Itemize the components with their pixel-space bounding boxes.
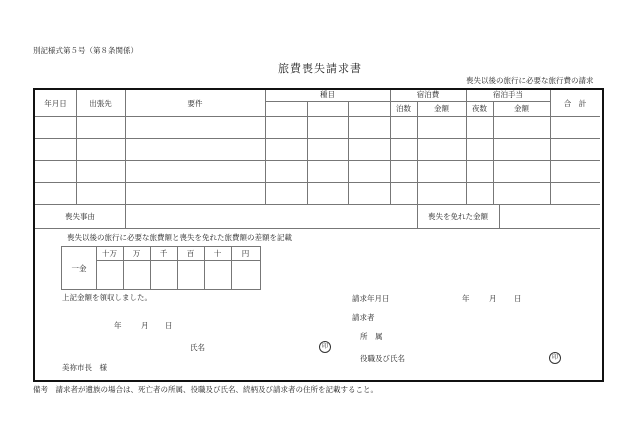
cell-purpose[interactable]: [125, 138, 265, 160]
amount-prefix: 一金: [71, 263, 87, 273]
cell-allowance-nights[interactable]: [466, 160, 493, 182]
receipt-instruction: 喪失以後の旅行に必要な旅費額と喪失を免れた旅費額の差額を記載: [67, 233, 292, 242]
cell-allowance-amount[interactable]: [493, 116, 550, 138]
table-row: [35, 116, 600, 138]
receipt-date-year: 年: [114, 321, 122, 330]
receipt-name-label: 氏名: [190, 343, 205, 352]
cell-date[interactable]: [35, 160, 76, 182]
col-header-lodging-nights: 泊数: [396, 104, 411, 113]
cell-allowance-nights[interactable]: [466, 138, 493, 160]
cell-allowance-nights[interactable]: [466, 116, 493, 138]
loss-reason-label: 喪失事由: [65, 211, 95, 221]
cell-date[interactable]: [35, 116, 76, 138]
digit-header-ten-thousand: 万: [132, 249, 141, 258]
addressee: 美祢市長 様: [62, 363, 107, 372]
cell-total[interactable]: [550, 182, 600, 204]
cell-allowance-amount[interactable]: [493, 138, 550, 160]
footer-note: 備考 請求者が遺族の場合は、死亡者の所属、役職及び氏名、続柄及び請求者の住所を記載すること。: [33, 385, 378, 394]
cell-category-3[interactable]: [348, 182, 390, 204]
digit-field-hundred[interactable]: [178, 261, 204, 289]
digit-field-yen[interactable]: [232, 261, 260, 289]
table-row: [35, 182, 600, 204]
col-header-lodging-amount: 金額: [434, 104, 449, 113]
document-subtitle: 喪失以後の旅行に必要な旅行費の請求: [466, 76, 594, 85]
cell-lodging-nights[interactable]: [390, 138, 417, 160]
position-name-label: 役職及び氏名: [360, 354, 405, 363]
claim-date-month: 月: [489, 294, 497, 303]
col-header-category: 種目: [320, 90, 335, 99]
claim-date-day: 日: [514, 294, 522, 303]
cell-destination[interactable]: [76, 116, 125, 138]
cell-category-3[interactable]: [348, 138, 390, 160]
digit-field-thousand[interactable]: [151, 261, 177, 289]
document-title: 旅費喪失請求書: [278, 62, 362, 75]
digit-header-hundred: 百: [186, 249, 195, 258]
digit-header-hundred-thousand: 十万: [102, 249, 117, 258]
digit-field-hundred-thousand[interactable]: [97, 261, 123, 289]
receipt-date-day: 日: [165, 321, 173, 330]
col-header-allowance-nights: 夜数: [472, 104, 487, 113]
cell-lodging-amount[interactable]: [417, 160, 466, 182]
digit-field-ten-thousand[interactable]: [124, 261, 150, 289]
col-header-lodging: 宿泊費: [416, 90, 440, 99]
cell-category-3[interactable]: [348, 160, 390, 182]
cell-lodging-nights[interactable]: [390, 160, 417, 182]
cell-lodging-amount[interactable]: [417, 116, 466, 138]
claim-date-year: 年: [462, 294, 470, 303]
cell-allowance-amount[interactable]: [493, 182, 550, 204]
avoided-amount-label: 喪失を免れた金額: [428, 211, 488, 221]
cell-category-2[interactable]: [307, 160, 348, 182]
loss-reason-field[interactable]: [126, 205, 416, 227]
receipt-date-month: 月: [141, 321, 149, 330]
col-header-allowance-amount: 金額: [514, 104, 529, 113]
cell-date[interactable]: [35, 138, 76, 160]
cell-category-2[interactable]: [307, 182, 348, 204]
receipt-seal-icon: 印: [319, 341, 331, 353]
section-divider: [35, 228, 600, 229]
cell-category-1[interactable]: [265, 160, 307, 182]
col-header-date: 年月日: [44, 98, 67, 108]
cell-category-1[interactable]: [265, 116, 307, 138]
cell-category-3[interactable]: [348, 116, 390, 138]
cell-total[interactable]: [550, 116, 600, 138]
cell-allowance-amount[interactable]: [493, 160, 550, 182]
cell-destination[interactable]: [76, 160, 125, 182]
cell-lodging-amount[interactable]: [417, 138, 466, 160]
claimant-label: 請求者: [352, 313, 375, 322]
cell-destination[interactable]: [76, 182, 125, 204]
digit-header-yen: 円: [241, 249, 250, 258]
col-header-purpose: 要件: [187, 98, 203, 108]
cell-date[interactable]: [35, 182, 76, 204]
cell-category-1[interactable]: [265, 182, 307, 204]
cell-lodging-amount[interactable]: [417, 182, 466, 204]
cell-category-2[interactable]: [307, 138, 348, 160]
amount-grid: [61, 246, 261, 290]
cell-lodging-nights[interactable]: [390, 182, 417, 204]
col-header-destination: 出張先: [89, 98, 112, 108]
cell-lodging-nights[interactable]: [390, 116, 417, 138]
cell-total[interactable]: [550, 160, 600, 182]
affiliation-label: 所 属: [360, 332, 383, 341]
cell-total[interactable]: [550, 138, 600, 160]
col-header-total: 合 計: [563, 98, 587, 108]
cell-purpose[interactable]: [125, 116, 265, 138]
cell-purpose[interactable]: [125, 182, 265, 204]
digit-field-ten[interactable]: [205, 261, 231, 289]
received-text: 上記金額を領収しました。: [62, 293, 152, 302]
cell-category-1[interactable]: [265, 138, 307, 160]
cell-destination[interactable]: [76, 138, 125, 160]
claimant-seal-icon: 印: [549, 352, 561, 364]
cell-allowance-nights[interactable]: [466, 182, 493, 204]
digit-header-thousand: 千: [159, 249, 168, 258]
claim-date-label: 請求年月日: [352, 294, 390, 303]
cell-category-2[interactable]: [307, 116, 348, 138]
table-row: [35, 138, 600, 160]
table-row: [35, 160, 600, 182]
col-header-allowance: 宿泊手当: [493, 90, 523, 99]
avoided-amount-field[interactable]: [500, 205, 600, 227]
form-reference: 別記様式第５号（第８条関係）: [33, 46, 138, 55]
digit-header-ten: 十: [213, 249, 222, 258]
cell-purpose[interactable]: [125, 160, 265, 182]
